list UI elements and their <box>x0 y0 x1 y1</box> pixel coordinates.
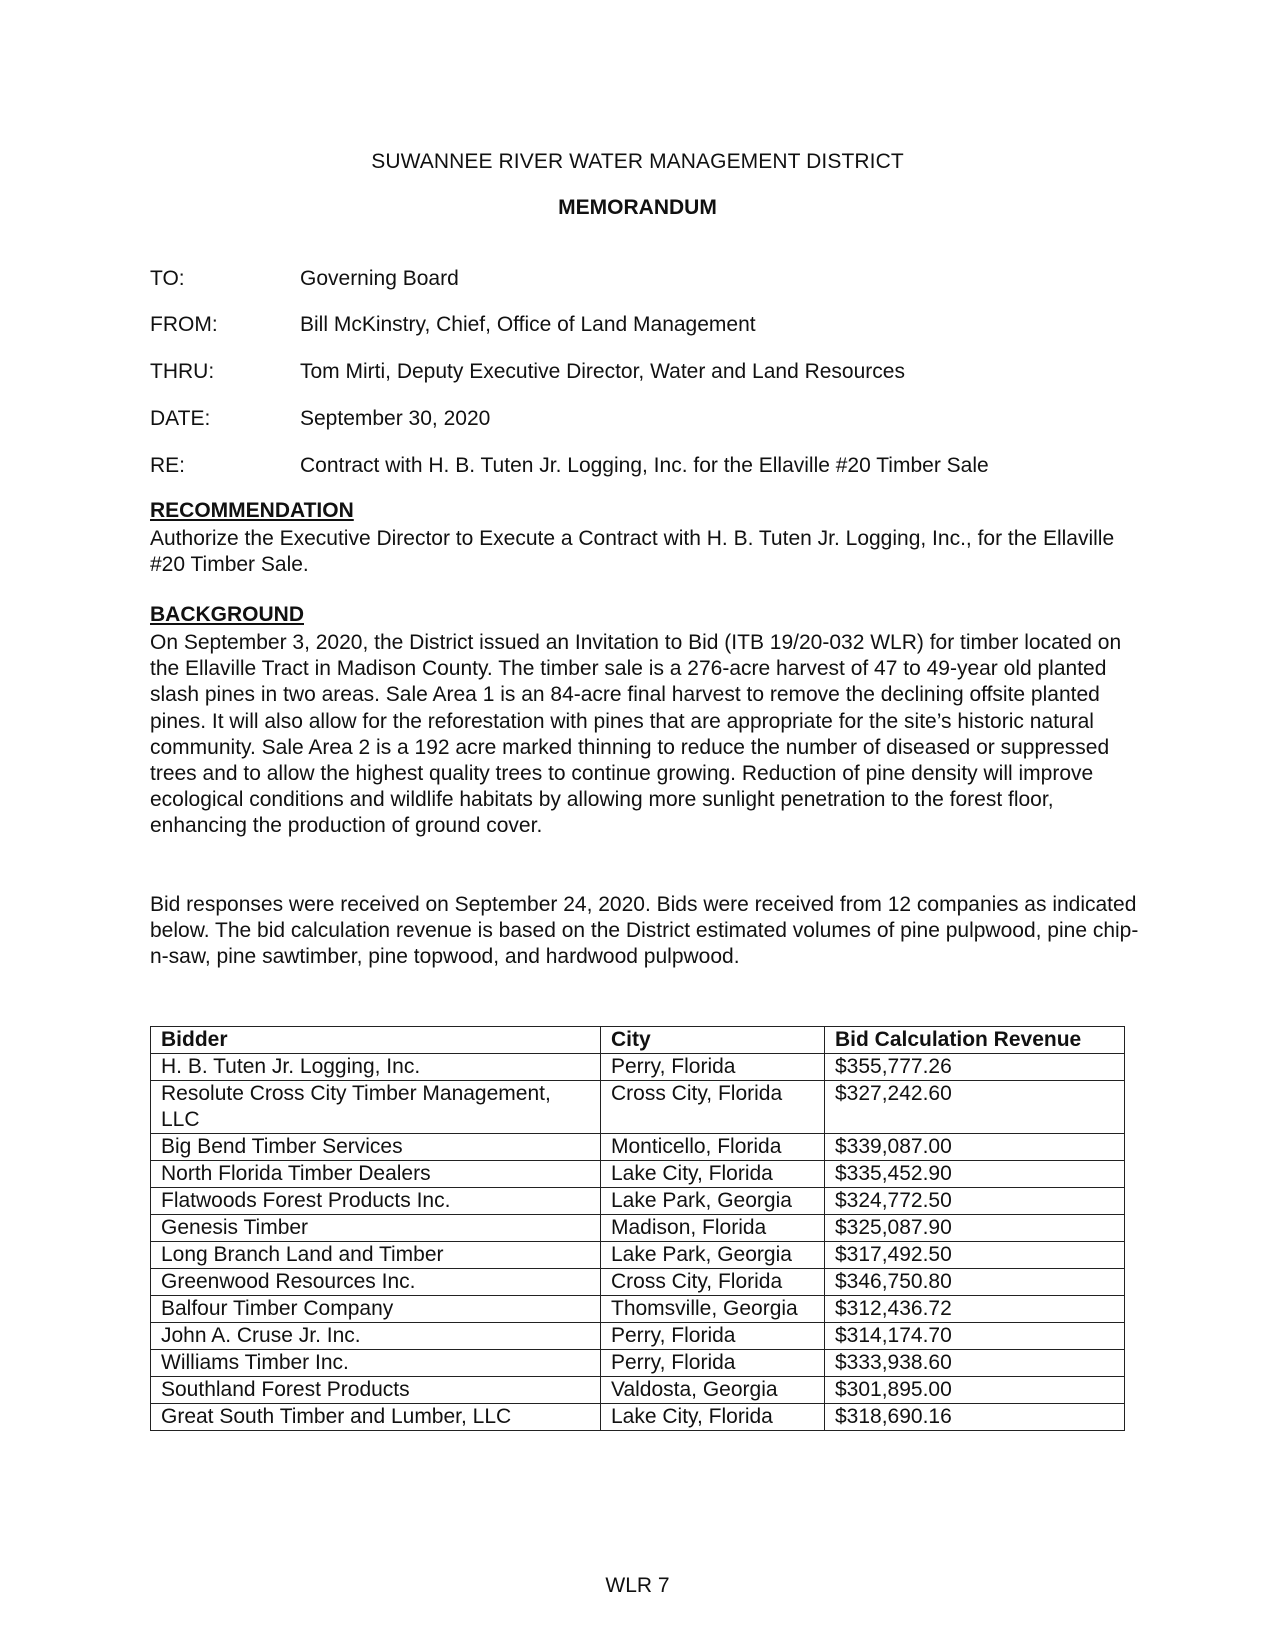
to-row <box>150 267 459 291</box>
background-paragraph-1: On September 3, 2020, the District issued an Invitation to Bid (ITB 19/20-032 WLR) for timber located on the Ellaville Tract in Madison County. The timber sale is a 276-acre harvest of 47 to 49-year old planted slash pines in two areas. Sale Area 1 is an 84-acre final harvest to remove the declining offsite planted pines. It will also allow for the reforestation with pines that are appropriate for the site’s historic natural community. Sale Area 2 is a 192 acre marked thinning to reduce the number of diseased or suppressed trees and to allow the highest quality trees to continue growing. Reduction of pine density will improve ecological conditions and wildlife habitats by allowing more sunlight penetration to the forest floor, enhancing the production of ground cover. <box>150 631 1122 838</box>
table-row <box>151 1054 1125 1081</box>
city-cell: Cross City, Florida <box>601 1081 825 1134</box>
table-row <box>151 1269 1125 1296</box>
revenue-cell: $314,174.70 <box>825 1323 1125 1350</box>
date-value: September 30, 2020 <box>300 407 491 430</box>
revenue-cell: $324,772.50 <box>825 1188 1125 1215</box>
document-type: MEMORANDUM <box>558 196 717 219</box>
background-paragraph-2: Bid responses were received on September 24, 2020. Bids were received from 12 companies as indicated below. The bid calculation revenue is based on the District estimated volumes of pine pulpwood, pine chip-n-saw, pine sawtimber, pine topwood, and hardwood pulpwood. <box>150 893 1139 969</box>
revenue-cell: $339,087.00 <box>825 1134 1125 1161</box>
bidder-cell: North Florida Timber Dealers <box>151 1161 601 1188</box>
header-revenue: Bid Calculation Revenue <box>825 1027 1125 1054</box>
revenue-cell: $335,452.90 <box>825 1161 1125 1188</box>
bidder-cell: Great South Timber and Lumber, LLC <box>151 1404 601 1431</box>
revenue-cell: $312,436.72 <box>825 1296 1125 1323</box>
table-row <box>151 1296 1125 1323</box>
revenue-cell: $301,895.00 <box>825 1377 1125 1404</box>
date-label: DATE: <box>150 407 211 430</box>
bidder-cell: Balfour Timber Company <box>151 1296 601 1323</box>
city-cell: Cross City, Florida <box>601 1269 825 1296</box>
thru-value: Tom Mirti, Deputy Executive Director, Water and Land Resources <box>300 360 905 383</box>
table-row <box>151 1323 1125 1350</box>
table-row <box>151 1242 1125 1269</box>
re-value: Contract with H. B. Tuten Jr. Logging, Inc. for the Ellaville #20 Timber Sale <box>300 454 989 477</box>
city-cell: Valdosta, Georgia <box>601 1377 825 1404</box>
header-bidder: Bidder <box>151 1027 601 1054</box>
city-cell: Thomsville, Georgia <box>601 1296 825 1323</box>
table-row <box>151 1377 1125 1404</box>
revenue-cell: $355,777.26 <box>825 1054 1125 1081</box>
table-row <box>151 1404 1125 1431</box>
page-footer: WLR 7 <box>605 1574 670 1597</box>
to-value: Governing Board <box>300 267 459 290</box>
to-label: TO: <box>150 267 185 290</box>
bidder-cell: Big Bend Timber Services <box>151 1134 601 1161</box>
re-label: RE: <box>150 454 186 477</box>
city-cell: Perry, Florida <box>601 1323 825 1350</box>
recommendation-title: RECOMMENDATION <box>150 499 354 522</box>
table-row <box>151 1081 1125 1134</box>
city-cell: Perry, Florida <box>601 1350 825 1377</box>
city-cell: Lake City, Florida <box>601 1404 825 1431</box>
bidder-cell: Long Branch Land and Timber <box>151 1242 601 1269</box>
from-label: FROM: <box>150 313 218 336</box>
city-cell: Lake City, Florida <box>601 1161 825 1188</box>
date-row <box>150 407 490 431</box>
bidder-cell: Resolute Cross City Timber Management, LLC <box>151 1081 601 1134</box>
revenue-cell: $346,750.80 <box>825 1269 1125 1296</box>
recommendation-text: Authorize the Executive Director to Execute a Contract with H. B. Tuten Jr. Logging, Inc., for the Ellaville #20 Timber Sale. <box>150 527 1115 577</box>
bidder-cell: Greenwood Resources Inc. <box>151 1269 601 1296</box>
from-value: Bill McKinstry, Chief, Office of Land Management <box>300 313 756 336</box>
city-cell: Madison, Florida <box>601 1215 825 1242</box>
city-cell: Perry, Florida <box>601 1054 825 1081</box>
table-row <box>151 1161 1125 1188</box>
bidder-cell: H. B. Tuten Jr. Logging, Inc. <box>151 1054 601 1081</box>
revenue-cell: $317,492.50 <box>825 1242 1125 1269</box>
table-row <box>151 1215 1125 1242</box>
revenue-cell: $333,938.60 <box>825 1350 1125 1377</box>
thru-label: THRU: <box>150 360 215 383</box>
re-row <box>150 454 989 478</box>
bidder-cell: Genesis Timber <box>151 1215 601 1242</box>
thru-row <box>150 360 905 384</box>
revenue-cell: $318,690.16 <box>825 1404 1125 1431</box>
revenue-cell: $325,087.90 <box>825 1215 1125 1242</box>
city-cell: Lake Park, Georgia <box>601 1242 825 1269</box>
bid-table <box>150 1026 1125 1431</box>
bidder-cell: Southland Forest Products <box>151 1377 601 1404</box>
background-title: BACKGROUND <box>150 603 304 626</box>
city-cell: Monticello, Florida <box>601 1134 825 1161</box>
bid-table-header <box>151 1027 1125 1054</box>
revenue-cell: $327,242.60 <box>825 1081 1125 1134</box>
header-city: City <box>601 1027 825 1054</box>
organization-name: SUWANNEE RIVER WATER MANAGEMENT DISTRICT <box>371 150 904 173</box>
table-row <box>151 1350 1125 1377</box>
table-row <box>151 1188 1125 1215</box>
table-row <box>151 1134 1125 1161</box>
bidder-cell: Williams Timber Inc. <box>151 1350 601 1377</box>
from-row <box>150 313 756 337</box>
bidder-cell: John A. Cruse Jr. Inc. <box>151 1323 601 1350</box>
bidder-cell: Flatwoods Forest Products Inc. <box>151 1188 601 1215</box>
city-cell: Lake Park, Georgia <box>601 1188 825 1215</box>
